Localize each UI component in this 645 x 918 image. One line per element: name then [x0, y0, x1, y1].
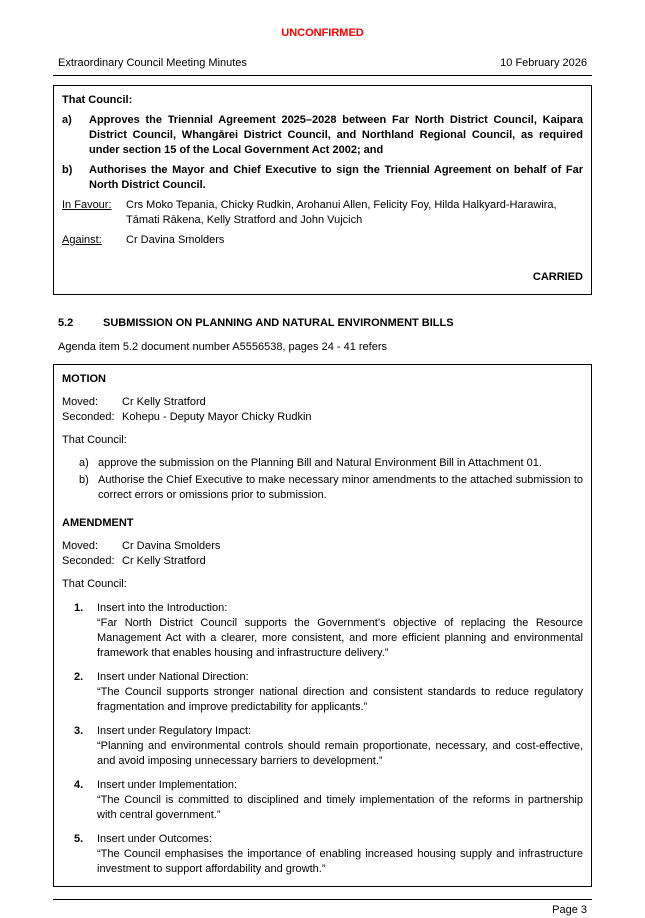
amendment-mover-block — [62, 539, 583, 569]
amendment-moved-name: Cr Davina Smolders — [122, 540, 221, 552]
amendment-item-5-quote: “The Council emphasises the importance of enabling increased housing supply and infrastructure investment to support affordability and growth.” — [97, 848, 583, 875]
amendment-moved-row — [62, 539, 583, 554]
motion-item-b — [79, 473, 583, 503]
vote-row-against — [62, 233, 583, 248]
resolution-item-a-text: Approves the Triennial Agreement 2025–2028 between Far North District Council, Kaipara District Council, Whangārei District Council, and Northland Regional Council, as required under section 15 of the Local Government Act 2002; and — [89, 114, 583, 156]
amendment-seconded-name: Cr Kelly Stratford — [122, 555, 206, 567]
motion-moved-row — [62, 395, 583, 410]
amendment-item-5-body — [97, 832, 583, 877]
amendment-item-1 — [74, 601, 583, 661]
amendment-seconded-row — [62, 554, 583, 569]
amendment-item-3 — [74, 724, 583, 769]
section-heading — [53, 316, 592, 331]
amendment-item-1-heading: Insert into the Introduction: — [97, 602, 228, 614]
seconded-label: Seconded: — [62, 411, 115, 423]
against-names: Cr Davina Smolders — [126, 234, 225, 246]
motion-intro: That Council: — [62, 434, 127, 446]
amendment-item-2-number: 2. — [74, 671, 84, 683]
resolution-item-b — [62, 163, 583, 193]
moved-label: Moved: — [62, 396, 99, 408]
motion-item-b-text: Authorise the Chief Executive to make necessary minor amendments to the attached submission to correct errors or omissions prior to submission. — [98, 474, 583, 501]
amendment-item-2-body — [97, 670, 583, 715]
motion-seconded-name: Kohepu - Deputy Mayor Chicky Rudkin — [122, 411, 312, 423]
motion-item-a-label: a) — [79, 457, 89, 469]
amendment-item-5-heading: Insert under Outcomes: — [97, 833, 212, 845]
motion-mover-block — [62, 395, 583, 425]
against-label: Against: — [62, 234, 102, 246]
amendment-item-3-body — [97, 724, 583, 769]
amendment-item-1-number: 1. — [74, 602, 84, 614]
amendment-item-4-quote: “The Council is committed to disciplined and timely implementation of the reforms in partnership with central government.” — [97, 794, 583, 821]
resolution-item-a-label: a) — [62, 114, 72, 126]
in-favour-names: Crs Moko Tepania, Chicky Rudkin, Arohanui Allen, Felicity Foy, Hilda Halkyard-Harawira, Tāmati Rākena, Kelly Stratford and John Vujcich — [126, 199, 557, 226]
amendment-item-2 — [74, 670, 583, 715]
seconded-label: Seconded: — [62, 555, 115, 567]
amendment-item-1-quote: “Far North District Council supports the Government’s objective of replacing the Resource Management Act with a clearer, more consistent, and more efficient planning and environmental framework that enables housing and infrastructure delivery.” — [97, 617, 583, 659]
section-number: 5.2 — [58, 317, 74, 329]
amendment-item-4 — [74, 778, 583, 823]
amendment-item-2-quote: “The Council supports stronger national direction and consistent standards to reduce regulatory fragmentation and improve predictability for applicants.” — [97, 686, 583, 713]
amendment-item-4-heading: Insert under Implementation: — [97, 779, 238, 791]
amendment-item-4-body — [97, 778, 583, 823]
motion-item-b-label: b) — [79, 474, 89, 486]
motion-item-a — [79, 456, 583, 471]
amendment-heading: AMENDMENT — [62, 517, 134, 529]
resolution-item-b-label: b) — [62, 164, 73, 176]
resolution-item-a — [62, 113, 583, 158]
amendment-item-1-body — [97, 601, 583, 661]
motion-moved-name: Cr Kelly Stratford — [122, 396, 206, 408]
agenda-reference: Agenda item 5.2 document number A5556538, pages 24 - 41 refers — [58, 341, 387, 353]
page-footer — [53, 899, 592, 918]
moved-label: Moved: — [62, 540, 99, 552]
amendment-item-5 — [74, 832, 583, 877]
amendment-item-3-heading: Insert under Regulatory Impact: — [97, 725, 252, 737]
resolution-intro: That Council: — [62, 94, 133, 106]
resolution-item-b-text: Authorises the Mayor and Chief Executive to sign the Triennial Agreement on behalf of Far North District Council. — [89, 164, 583, 191]
motion-heading: MOTION — [62, 373, 106, 385]
motion-items — [62, 456, 583, 503]
amendment-intro: That Council: — [62, 578, 127, 590]
amendment-item-5-number: 5. — [74, 833, 84, 845]
motion-box — [53, 364, 592, 887]
document-title: Extraordinary Council Meeting Minutes — [58, 57, 247, 69]
motion-item-a-text: approve the submission on the Planning Bill and Natural Environment Bill in Attachment 01. — [98, 457, 542, 469]
page-number: Page 3 — [552, 904, 587, 916]
amendment-item-3-quote: “Planning and environmental controls should remain proportionate, necessary, and cost-effective, and avoid imposing unnecessary barriers to development.” — [97, 740, 583, 767]
resolution-box — [53, 85, 592, 295]
section-title: SUBMISSION ON PLANNING AND NATURAL ENVIRONMENT BILLS — [103, 317, 454, 329]
amendment-item-2-heading: Insert under National Direction: — [97, 671, 249, 683]
carried-status: CARRIED — [532, 271, 583, 283]
unconfirmed-watermark: UNCONFIRMED — [281, 27, 364, 39]
page-header — [53, 56, 592, 76]
amendment-item-3-number: 3. — [74, 725, 84, 737]
amendment-item-4-number: 4. — [74, 779, 84, 791]
motion-seconded-row — [62, 410, 583, 425]
vote-row-in-favour — [62, 198, 583, 228]
in-favour-label: In Favour: — [62, 199, 112, 211]
document-date: 10 February 2026 — [500, 57, 587, 69]
